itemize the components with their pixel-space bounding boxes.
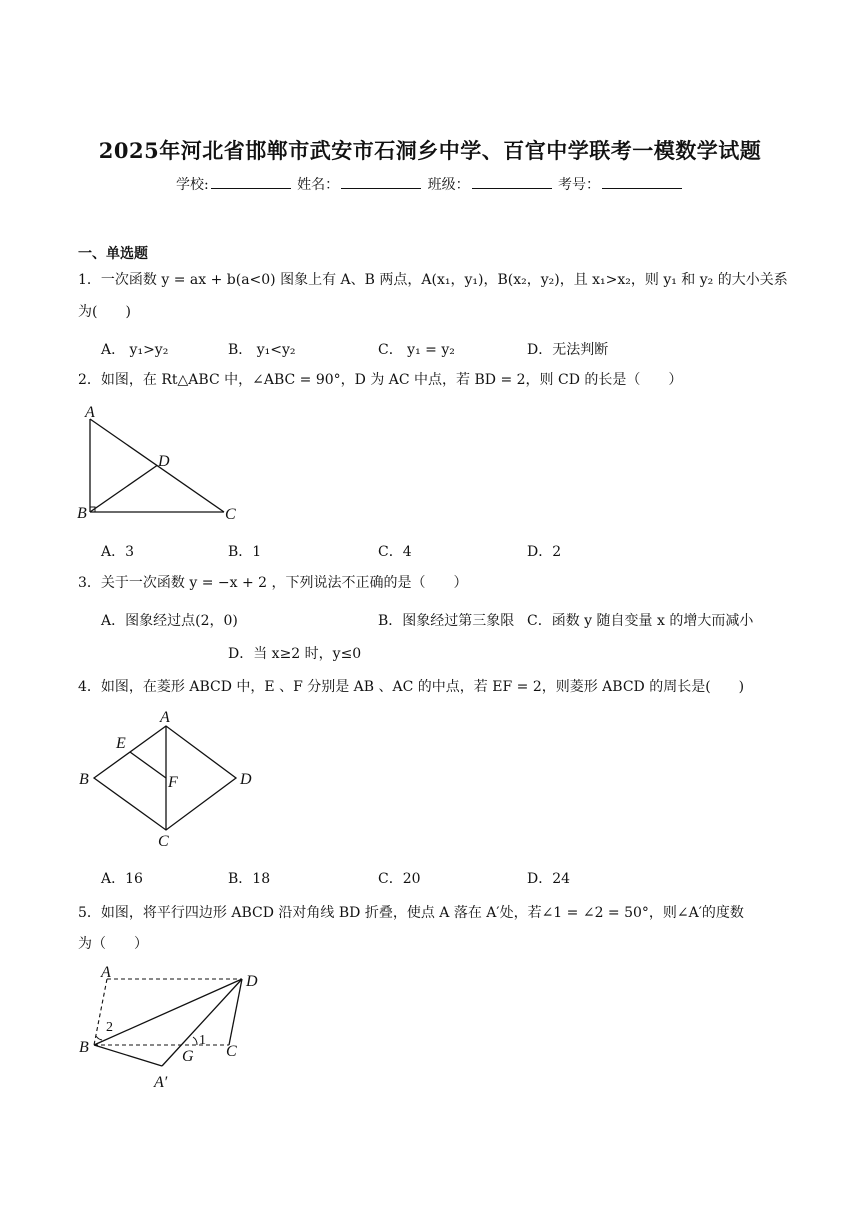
q4-option-a: A．16	[101, 871, 143, 887]
q4-option-d: D．24	[527, 871, 571, 887]
school-blank	[211, 176, 291, 189]
q1-option-c: C． y₁ = y₂	[378, 342, 455, 358]
q1-text-cont: 为( )	[78, 304, 131, 320]
q2-triangle-figure	[76, 402, 246, 527]
q5-label-d: D	[246, 973, 258, 990]
q5-label-a: A	[101, 964, 111, 981]
q1-option-b: B． y₁<y₂	[228, 342, 296, 358]
number-blank	[602, 176, 682, 189]
school-label: 学校:	[175, 177, 209, 193]
q5-parallelogram-figure	[76, 960, 276, 1095]
q2-label-a: A	[85, 404, 95, 421]
name-blank	[341, 176, 421, 189]
q3-option-c: C．函数 y 随自变量 x 的增大而减小	[527, 613, 754, 629]
q1-option-a: A． y₁>y₂	[101, 342, 169, 358]
q4-label-b: B	[79, 771, 89, 788]
q3-text: 3．关于一次函数 y = −x + 2 ，下列说法不正确的是（ ）	[78, 575, 468, 591]
class-blank	[472, 176, 552, 189]
q5-angle-2-label: 2	[106, 1020, 113, 1035]
q2-label-d: D	[158, 453, 170, 470]
q1-option-d: D．无法判断	[527, 342, 609, 358]
q3-option-a: A．图象经过点(2，0)	[101, 613, 238, 629]
class-label: 班级：	[427, 177, 470, 193]
q2-option-c: C．4	[378, 544, 412, 560]
q4-option-b: B．18	[228, 871, 271, 887]
q4-label-f: F	[168, 774, 178, 791]
q4-label-c: C	[158, 833, 169, 850]
q4-label-d: D	[240, 771, 252, 788]
q1-text: 1．一次函数 y = ax + b(a<0) 图象上有 A、B 两点，A(x₁，y₁)，B(x₂，y₂)，且 x₁>x₂，则 y₁ 和 y₂ 的大小关系	[78, 272, 788, 288]
q4-label-a: A	[160, 709, 170, 726]
section-heading: 一、单选题	[78, 246, 148, 262]
page-title: 2025年河北省邯郸市武安市石洞乡中学、百官中学联考一模数学试题	[98, 138, 762, 163]
q2-option-b: B．1	[228, 544, 262, 560]
q2-label-c: C	[225, 506, 236, 523]
q2-text: 2．如图，在 Rt△ABC 中，∠ABC = 90°，D 为 AC 中点，若 BD = 2，则 CD 的长是（ ）	[78, 372, 683, 388]
q3-option-d: D．当 x≥2 时，y≤0	[228, 646, 362, 662]
q5-text-cont: 为（ ）	[78, 936, 148, 952]
number-label: 考号：	[558, 177, 601, 193]
q4-label-e: E	[116, 735, 126, 752]
q3-option-b: B．图象经过第三象限	[378, 613, 515, 629]
q5-angle-1-label: 1	[199, 1033, 206, 1048]
q5-label-g: G	[182, 1048, 194, 1065]
q4-rhombus-figure	[76, 705, 266, 855]
q2-option-a: A．3	[101, 544, 135, 560]
name-label: 姓名：	[297, 177, 340, 193]
q2-option-d: D．2	[527, 544, 562, 560]
q4-option-c: C．20	[378, 871, 421, 887]
q5-label-b: B	[79, 1039, 89, 1056]
q5-text: 5．如图，将平行四边形 ABCD 沿对角线 BD 折叠，使点 A 落在 A′处，若∠1 = ∠2 = 50°，则∠A′的度数	[78, 905, 744, 921]
q4-text: 4．如图，在菱形 ABCD 中，E 、F 分别是 AB 、AC 的中点，若 EF = 2，则菱形 ABCD 的周长是( )	[78, 679, 745, 695]
q5-label-a-prime: A′	[154, 1074, 168, 1091]
q2-label-b: B	[77, 505, 87, 522]
q5-label-c: C	[226, 1043, 237, 1060]
student-info-line	[0, 174, 860, 194]
